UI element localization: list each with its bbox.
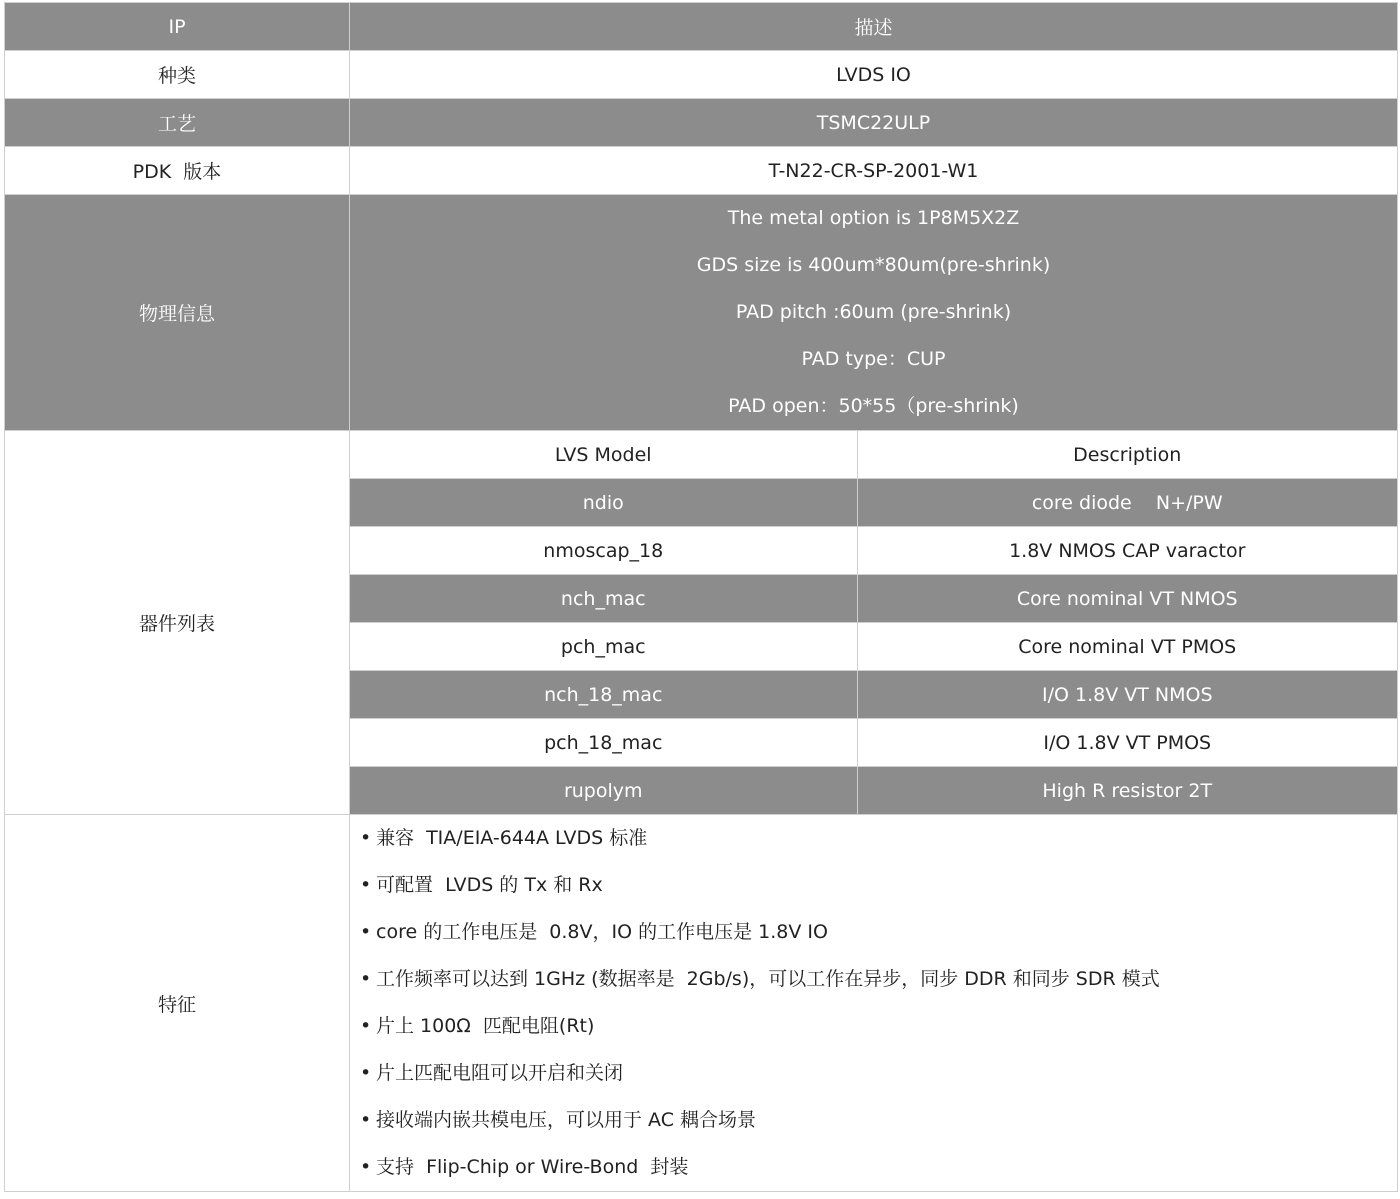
feature-text: 支持 Flip-Chip or Wire-Bond 封装 bbox=[376, 1156, 689, 1178]
header-description: 描述 bbox=[350, 3, 1398, 51]
device-description: I/O 1.8V VT PMOS bbox=[857, 719, 1397, 767]
row-process bbox=[5, 99, 1398, 147]
device-table bbox=[350, 431, 1397, 814]
row-devices-label: 器件列表 bbox=[5, 431, 350, 815]
device-model: pch_18_mac bbox=[350, 719, 857, 767]
row-process-label: 工艺 bbox=[5, 99, 350, 147]
bullet-icon: • bbox=[360, 827, 372, 849]
device-row bbox=[350, 575, 1397, 623]
row-features bbox=[5, 815, 1398, 1192]
feature-item bbox=[360, 862, 1397, 909]
feature-item bbox=[360, 956, 1397, 1003]
feature-item bbox=[360, 909, 1397, 956]
device-model: ndio bbox=[350, 479, 857, 527]
device-model: nch_mac bbox=[350, 575, 857, 623]
feature-item bbox=[360, 1097, 1397, 1144]
row-process-value: TSMC22ULP bbox=[350, 99, 1398, 147]
bullet-icon: • bbox=[360, 1109, 372, 1131]
ip-spec-table bbox=[4, 2, 1398, 1192]
row-type-label: 种类 bbox=[5, 51, 350, 99]
feature-text: 工作频率可以达到 1GHz (数据率是 2Gb/s)，可以工作在异步，同步 DDR 和同步 SDR 模式 bbox=[376, 968, 1160, 990]
device-row bbox=[350, 767, 1397, 815]
bullet-icon: • bbox=[360, 1015, 372, 1037]
physical-line: PAD open：50*55（pre-shrink) bbox=[728, 395, 1019, 417]
device-row bbox=[350, 671, 1397, 719]
physical-line: GDS size is 400um*80um(pre-shrink) bbox=[696, 254, 1051, 276]
feature-text: 可配置 LVDS 的 Tx 和 Rx bbox=[376, 874, 603, 896]
bullet-icon: • bbox=[360, 1062, 372, 1084]
device-row bbox=[350, 527, 1397, 575]
physical-line: The metal option is 1P8M5X2Z bbox=[727, 207, 1020, 229]
device-row bbox=[350, 719, 1397, 767]
row-pdk-label: PDK 版本 bbox=[5, 147, 350, 195]
feature-text: core 的工作电压是 0.8V，IO 的工作电压是 1.8V IO bbox=[376, 921, 828, 943]
device-description: I/O 1.8V VT NMOS bbox=[857, 671, 1397, 719]
row-physical-label: 物理信息 bbox=[5, 195, 350, 431]
row-devices bbox=[5, 431, 1398, 815]
physical-line: PAD pitch :60um (pre-shrink) bbox=[735, 301, 1012, 323]
device-description: High R resistor 2T bbox=[857, 767, 1397, 815]
device-description: core diode N+/PW bbox=[857, 479, 1397, 527]
feature-list-cell bbox=[350, 815, 1398, 1192]
bullet-icon: • bbox=[360, 874, 372, 896]
row-type-value: LVDS IO bbox=[350, 51, 1398, 99]
row-type bbox=[5, 51, 1398, 99]
feature-text: 片上 100Ω 匹配电阻(Rt) bbox=[376, 1015, 595, 1037]
feature-item bbox=[360, 1144, 1397, 1191]
feature-text: 片上匹配电阻可以开启和关闭 bbox=[376, 1062, 624, 1084]
device-description: Core nominal VT PMOS bbox=[857, 623, 1397, 671]
bullet-icon: • bbox=[360, 1156, 372, 1178]
ip-spec-table-container bbox=[4, 2, 1397, 1192]
row-physical bbox=[5, 195, 1398, 431]
device-description: Core nominal VT NMOS bbox=[857, 575, 1397, 623]
device-model: rupolym bbox=[350, 767, 857, 815]
device-model: nch_18_mac bbox=[350, 671, 857, 719]
device-list bbox=[350, 431, 1398, 815]
bullet-icon: • bbox=[360, 921, 372, 943]
header-ip: IP bbox=[5, 3, 350, 51]
device-description: 1.8V NMOS CAP varactor bbox=[857, 527, 1397, 575]
row-physical-values bbox=[350, 195, 1398, 431]
device-header-model: LVS Model bbox=[350, 431, 857, 479]
feature-item bbox=[360, 1050, 1397, 1097]
physical-line: PAD type：CUP bbox=[801, 348, 946, 370]
device-header-description: Description bbox=[857, 431, 1397, 479]
feature-text: 兼容 TIA/EIA-644A LVDS 标准 bbox=[376, 827, 648, 849]
table-header-row bbox=[5, 3, 1398, 51]
feature-item bbox=[360, 815, 1397, 862]
device-header-row bbox=[350, 431, 1397, 479]
feature-text: 接收端内嵌共模电压，可以用于 AC 耦合场景 bbox=[376, 1109, 757, 1131]
device-model: nmoscap_18 bbox=[350, 527, 857, 575]
row-pdk bbox=[5, 147, 1398, 195]
device-row bbox=[350, 623, 1397, 671]
row-features-label: 特征 bbox=[5, 815, 350, 1192]
device-row bbox=[350, 479, 1397, 527]
device-model: pch_mac bbox=[350, 623, 857, 671]
bullet-icon: • bbox=[360, 968, 372, 990]
feature-item bbox=[360, 1003, 1397, 1050]
row-pdk-value: T-N22-CR-SP-2001-W1 bbox=[350, 147, 1398, 195]
feature-list bbox=[350, 815, 1397, 1191]
